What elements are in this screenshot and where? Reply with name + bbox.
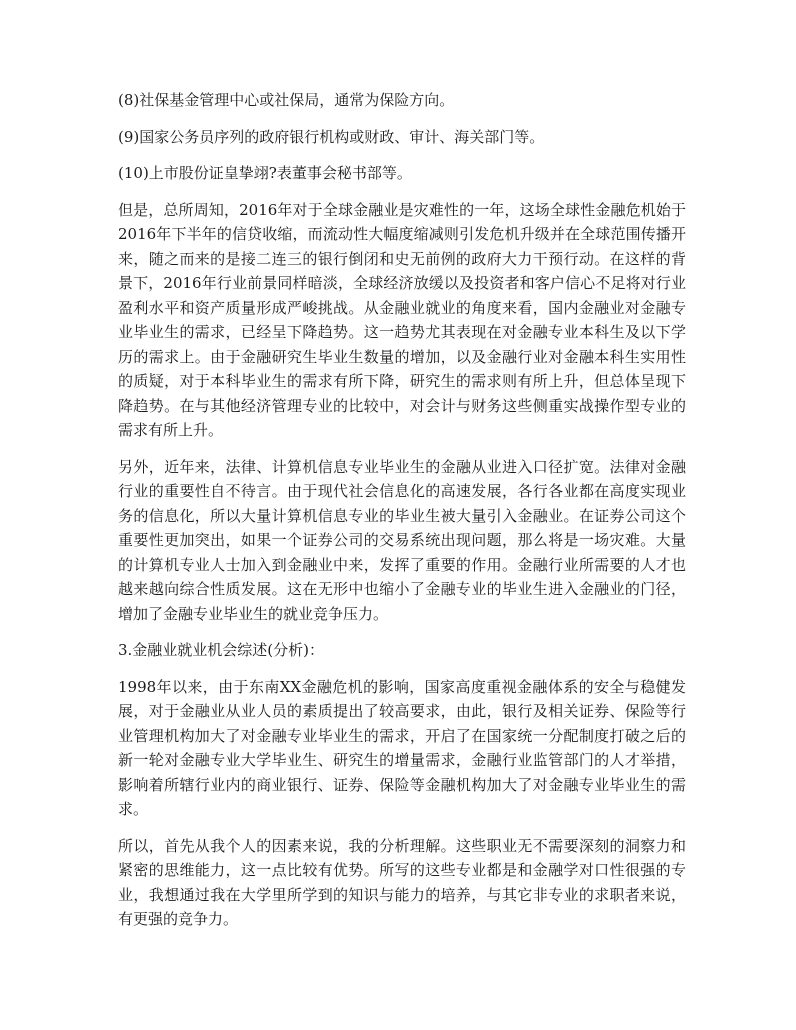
list-item: (10)上市股份证皇挚翊?表董事会秘书部等。 — [118, 164, 412, 182]
body-paragraph: 另外，近年来，法律、计算机信息专业毕业生的金融从业进入口径扩宽。法律对金融行业的重要性自不待言。由于现代社会信息化的高速发展，各行各业都在高度实现业务的信息化，所以大量计算机信息专业的毕业生被大量引入金融业。在证券公司这个重要性更加突出，如果一个证券公司的交易系统出现问题，那么将是一场灾难。大量的计算机专业人士加入到金融业中来，发挥了重要的作用。金融行业所需要的人才也越来越向综合性质发展。这在无形中也缩小了金融专业的毕业生进入金融业的门径，增加了金融专业毕业生的就业竞争压力。 — [118, 457, 686, 623]
body-paragraph: 所以，首先从我个人的因素来说，我的分析理解。这些职业无不需要深刻的洞察力和紧密的思维能力，这一点比较有优势。所写的这些专业都是和金融学对口性很强的专业，我想通过我在大学里所学到的知识与能力的培养，与其它非专业的求职者来说，有更强的竞争力。 — [118, 836, 686, 928]
body-paragraph: 但是，总所周知，2016年对于全球金融业是灾难性的一年，这场全球性金融危机始于2016年下半年的信贷收缩，而流动性大幅度缩减则引发危机升级并在全球范围传播开来，随之而来的是接二连三的银行倒闭和史无前例的政府大力干预行动。在这样的背景下，2016年行业前景同样暗淡，全球经济放缓以及投资者和客户信心不足将对行业盈利水平和资产质量形成严峻挑战。从金融业就业的角度来看，国内金融业对金融专业毕业生的需求，已经呈下降趋势。这一趋势尤其表现在对金融专业本科生及以下学历的需求上。由于金融研究生毕业生数量的增加，以及金融行业对金融本科生实用性的质疑，对于本科毕业生的需求有所下降，研究生的需求则有所上升，但总体呈现下降趋势。在与其他经济管理专业的比较中，对会计与财务这些侧重实战操作型专业的需求有所上升。 — [118, 200, 686, 439]
list-item: (9)国家公务员序列的政府银行机构或财政、审计、海关部门等。 — [118, 127, 545, 146]
body-paragraph: 1998年以来，由于东南XX金融危机的影响，国家高度重视金融体系的安全与稳健发展，对于金融业从业人员的素质提出了较高要求，由此，银行及相关证券、保险等行业管理机构加大了对金融专业毕业生的需求，开启了在国家统一分配制度打破之后的新一轮对金融专业大学毕业生、研究生的增量需求，金融行业监管部门的人才举措，影响着所辖行业内的商业银行、证券、保险等金融机构加大了对金融专业毕业生的需求。 — [118, 677, 686, 818]
section-heading: 3.金融业就业机会综述(分析)： — [118, 641, 325, 659]
list-item: (8)社保基金管理中心或社保局，通常为保险方向。 — [118, 91, 455, 109]
